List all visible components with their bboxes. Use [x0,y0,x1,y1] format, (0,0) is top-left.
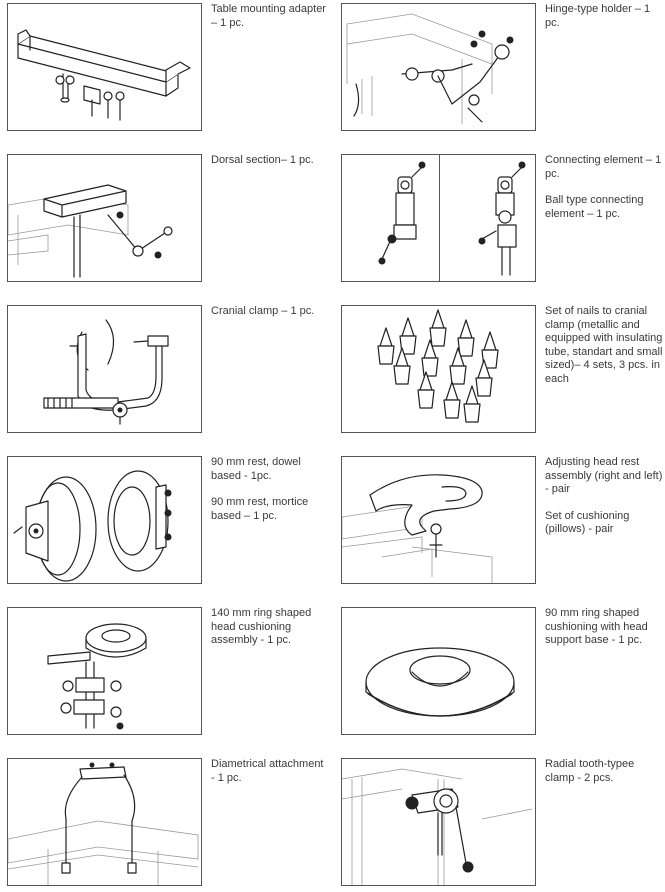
item-adjusting-head-rest [341,456,665,586]
caption-line: Ball type connecting element – 1 pc. [545,194,644,220]
caption-line: Set of nails to cranial clamp (metallic and equipped with insulating tube, standart and small sized)– 4 sets, 3 pcs. in each [545,305,663,385]
illustration-connecting-element [341,154,536,282]
illustration-radial-tooth-clamp [341,758,536,886]
caption-radial-tooth-clamp [545,758,663,798]
caption-adjusting-head-rest [545,456,663,550]
caption-line: Cranial clamp – 1 pc. [211,305,315,317]
item-connecting-element [341,154,665,284]
caption-line: 90 mm rest, dowel based - 1pc. [211,456,301,482]
caption-line: Adjusting head rest assembly (right and left) - pair [545,456,663,495]
caption-set-of-nails [545,305,663,399]
caption-90mm-rest [211,456,329,536]
illustration-90mm-ring-cushioning [341,607,536,735]
illustration-cranial-clamp [7,305,202,433]
item-dorsal-section [7,154,337,284]
item-140mm-ring-cushioning [7,607,337,737]
caption-cranial-clamp [211,305,329,332]
item-set-of-nails [341,305,665,435]
caption-hinge-type-holder [545,3,663,43]
item-diametrical-attachment [7,758,337,888]
caption-dorsal-section [211,154,329,181]
illustration-140mm-ring-cushioning [7,607,202,735]
illustration-table-mounting-adapter [7,3,202,131]
caption-line: Table mounting adapter – 1 pc. [211,3,326,29]
caption-line: 140 mm ring shaped head cushioning assembly - 1 pc. [211,607,312,646]
item-table-mounting-adapter [7,3,337,133]
caption-line: Set of cushioning (pillows) - pair [545,509,630,535]
item-cranial-clamp [7,305,337,435]
illustration-90mm-rest [7,456,202,584]
caption-90mm-ring-cushioning [545,607,663,661]
item-radial-tooth-clamp [341,758,665,888]
illustration-dorsal-section [7,154,202,282]
caption-table-mounting-adapter [211,3,329,43]
illustration-set-of-nails [341,305,536,433]
item-90mm-rest [7,456,337,586]
caption-diametrical-attachment [211,758,329,798]
caption-line: Connecting element – 1 pc. [545,154,662,180]
caption-line: Radial tooth-typee clamp - 2 pcs. [545,758,635,784]
caption-connecting-element [545,154,663,234]
item-hinge-type-holder [341,3,665,133]
illustration-adjusting-head-rest [341,456,536,584]
caption-140mm-ring-cushioning [211,607,329,661]
illustration-hinge-type-holder [341,3,536,131]
nail-group [378,310,498,422]
caption-line: 90 mm ring shaped cushioning with head support base - 1 pc. [545,607,648,646]
caption-line: Dorsal section– 1 pc. [211,154,314,166]
caption-line: Diametrical attachment - 1 pc. [211,758,324,784]
illustration-diametrical-attachment [7,758,202,886]
caption-line: 90 mm rest, mortice based – 1 pc. [211,496,309,522]
caption-line: Hinge-type holder – 1 pc. [545,3,651,29]
item-90mm-ring-cushioning [341,607,665,737]
